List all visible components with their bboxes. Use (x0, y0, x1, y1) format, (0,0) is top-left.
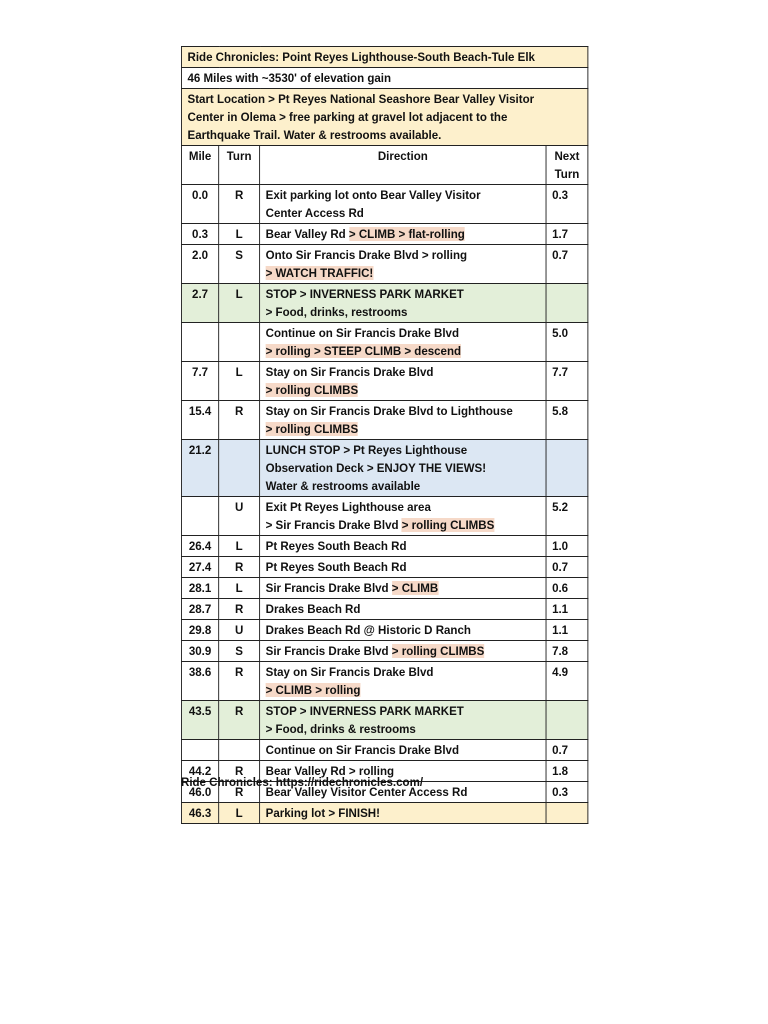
cue-mile: 28.7 (181, 599, 218, 620)
cue-next-turn (546, 284, 588, 323)
cue-turn: L (219, 803, 260, 824)
cue-direction (260, 224, 546, 245)
cue-row (181, 224, 587, 245)
cue-turn: L (219, 284, 260, 323)
cue-mile: 15.4 (181, 401, 218, 440)
cue-row (181, 578, 587, 599)
cue-row (181, 185, 587, 224)
cue-next-turn: 0.3 (546, 185, 588, 224)
cue-turn: R (219, 701, 260, 740)
column-header-next-line: Next (554, 149, 580, 163)
direction-text: Onto Sir Francis Drake Blvd > rolling (265, 248, 468, 262)
cue-row (181, 401, 587, 440)
cue-mile: 38.6 (181, 662, 218, 701)
start-line: Earthquake Trail. Water & restrooms available. (187, 128, 442, 142)
cue-row (181, 536, 587, 557)
cue-next-turn: 4.9 (546, 662, 588, 701)
direction-line (266, 342, 540, 360)
cue-next-turn: 0.6 (546, 578, 588, 599)
direction-line (266, 459, 540, 477)
start-line: Center in Olema > free parking at gravel lot adjacent to the (187, 110, 508, 124)
direction-text: Exit parking lot onto Bear Valley Visitor (265, 188, 481, 202)
title-row (181, 47, 587, 68)
direction-line (266, 516, 540, 534)
cue-turn: R (219, 782, 260, 803)
cue-mile: 2.0 (181, 245, 218, 284)
direction-line (266, 741, 540, 759)
cue-turn: L (219, 362, 260, 401)
summary-row (181, 68, 587, 89)
cue-row (181, 740, 587, 761)
direction-text: Water & restrooms available (265, 479, 421, 493)
cue-mile: 0.0 (181, 185, 218, 224)
direction-line (266, 804, 540, 822)
cue-row (181, 599, 587, 620)
direction-text: Stay on Sir Francis Drake Blvd to Lighthouse (265, 404, 513, 418)
direction-text: Bear Valley Rd (265, 227, 349, 241)
cue-next-turn (546, 440, 588, 497)
cue-next-turn: 5.2 (546, 497, 588, 536)
column-header-row (181, 146, 587, 185)
sheet-title: Ride Chronicles: Point Reyes Lighthouse-South Beach-Tule Elk (181, 47, 587, 68)
cue-turn: L (219, 578, 260, 599)
direction-line (266, 498, 540, 516)
direction-line (266, 621, 540, 639)
cue-row (181, 662, 587, 701)
direction-line (266, 402, 540, 420)
cue-next-turn: 5.8 (546, 401, 588, 440)
cue-next-turn: 7.7 (546, 362, 588, 401)
cue-direction (260, 185, 546, 224)
direction-line (266, 303, 540, 321)
direction-text: Continue on Sir Francis Drake Blvd (265, 743, 460, 757)
direction-line (266, 579, 540, 597)
direction-line (266, 363, 540, 381)
direction-line (266, 477, 540, 495)
cue-direction (260, 662, 546, 701)
cue-turn (219, 440, 260, 497)
cue-mile: 2.7 (181, 284, 218, 323)
cue-turn: U (219, 497, 260, 536)
column-header-turn: Turn (219, 146, 260, 185)
column-header-next-line: Turn (554, 167, 580, 181)
cue-turn: U (219, 620, 260, 641)
cue-mile (181, 323, 218, 362)
cue-mile: 7.7 (181, 362, 218, 401)
cue-direction (260, 578, 546, 599)
highlighted-note: > rolling > STEEP CLIMB > descend (265, 344, 462, 358)
cue-next-turn: 7.8 (546, 641, 588, 662)
cue-direction (260, 557, 546, 578)
cue-next-turn: 0.7 (546, 740, 588, 761)
direction-text: Bear Valley Visitor Center Access Rd (265, 785, 468, 799)
cue-turn: R (219, 761, 260, 782)
direction-line (266, 324, 540, 342)
start-location (181, 89, 587, 146)
cue-mile: 27.4 (181, 557, 218, 578)
cue-direction (260, 245, 546, 284)
direction-line (266, 702, 540, 720)
direction-text: Drakes Beach Rd @ Historic D Ranch (265, 623, 471, 637)
cue-next-turn: 1.0 (546, 536, 588, 557)
cue-turn (219, 740, 260, 761)
direction-line (266, 186, 540, 204)
cue-turn: R (219, 401, 260, 440)
ride-summary: 46 Miles with ~3530' of elevation gain (181, 68, 587, 89)
cue-row (181, 497, 587, 536)
cue-next-turn: 0.3 (546, 782, 588, 803)
cue-mile: 28.1 (181, 578, 218, 599)
cue-mile: 43.5 (181, 701, 218, 740)
cue-direction (260, 641, 546, 662)
cue-direction (260, 803, 546, 824)
direction-text: STOP > INVERNESS PARK MARKET (265, 704, 464, 718)
cue-direction (260, 323, 546, 362)
cue-row (181, 323, 587, 362)
direction-line (266, 420, 540, 438)
cue-direction (260, 284, 546, 323)
direction-text: LUNCH STOP > Pt Reyes Lighthouse (265, 443, 468, 457)
direction-line (266, 381, 540, 399)
highlighted-note: > rolling CLIMBS (391, 644, 485, 658)
highlighted-note: > CLIMB > flat-rolling (348, 227, 465, 241)
direction-line (266, 600, 540, 618)
column-header-direction: Direction (260, 146, 546, 185)
direction-text: > Food, drinks & restrooms (265, 722, 416, 736)
direction-line (266, 246, 540, 264)
direction-text: Sir Francis Drake Blvd (265, 644, 392, 658)
cue-next-turn: 1.7 (546, 224, 588, 245)
direction-text: > Sir Francis Drake Blvd (265, 518, 402, 532)
direction-text: Center Access Rd (265, 206, 364, 220)
direction-text: Continue on Sir Francis Drake Blvd (265, 326, 460, 340)
cue-next-turn (546, 803, 588, 824)
direction-line (266, 663, 540, 681)
direction-text: Parking lot > FINISH! (265, 806, 380, 820)
highlighted-note: > rolling CLIMBS (401, 518, 495, 532)
cue-next-turn: 0.7 (546, 245, 588, 284)
highlighted-note: > rolling CLIMBS (265, 422, 359, 436)
cue-mile: 46.3 (181, 803, 218, 824)
cue-row (181, 701, 587, 740)
cue-mile: 29.8 (181, 620, 218, 641)
cue-turn: R (219, 557, 260, 578)
cue-direction (260, 362, 546, 401)
cue-row (181, 440, 587, 497)
cue-mile: 0.3 (181, 224, 218, 245)
cue-turn: S (219, 245, 260, 284)
direction-line (266, 225, 540, 243)
cue-direction (260, 401, 546, 440)
direction-line (266, 681, 540, 699)
cue-row (181, 641, 587, 662)
direction-text: Pt Reyes South Beach Rd (265, 539, 407, 553)
cue-turn: R (219, 599, 260, 620)
column-header-next-turn (546, 146, 588, 185)
direction-line (266, 441, 540, 459)
cue-turn: L (219, 536, 260, 557)
cue-mile: 26.4 (181, 536, 218, 557)
direction-text: Stay on Sir Francis Drake Blvd (265, 365, 434, 379)
direction-text: Exit Pt Reyes Lighthouse area (265, 500, 431, 514)
direction-line (266, 264, 540, 282)
cue-next-turn (546, 701, 588, 740)
cue-row (181, 362, 587, 401)
direction-line (266, 204, 540, 222)
direction-text: Stay on Sir Francis Drake Blvd (265, 665, 434, 679)
cue-mile: 44.2 (181, 761, 218, 782)
direction-text: Sir Francis Drake Blvd (265, 581, 392, 595)
cue-direction (260, 701, 546, 740)
cue-direction (260, 536, 546, 557)
cue-next-turn: 5.0 (546, 323, 588, 362)
cue-next-turn: 1.8 (546, 761, 588, 782)
footer-source: Ride Chronicles: https://ridechronicles.com/ (181, 775, 424, 789)
direction-text: > Food, drinks, restrooms (265, 305, 408, 319)
direction-text: Pt Reyes South Beach Rd (265, 560, 407, 574)
cue-sheet (181, 46, 588, 824)
cue-mile (181, 740, 218, 761)
cue-turn: L (219, 224, 260, 245)
direction-line (266, 285, 540, 303)
cue-mile: 30.9 (181, 641, 218, 662)
cue-direction (260, 740, 546, 761)
cue-next-turn: 1.1 (546, 620, 588, 641)
cue-direction (260, 440, 546, 497)
column-header-mile: Mile (181, 146, 218, 185)
direction-text: Bear Valley Rd > rolling (265, 764, 395, 778)
highlighted-note: > CLIMB > rolling (265, 683, 361, 697)
cue-table (181, 46, 588, 824)
cue-turn (219, 323, 260, 362)
direction-text: Drakes Beach Rd (265, 602, 361, 616)
direction-line (266, 720, 540, 738)
cue-row (181, 284, 587, 323)
direction-text: Observation Deck > ENJOY THE VIEWS! (265, 461, 487, 475)
direction-text: STOP > INVERNESS PARK MARKET (265, 287, 464, 301)
cue-next-turn: 0.7 (546, 557, 588, 578)
start-location-row (181, 89, 587, 146)
highlighted-note: > CLIMB (391, 581, 439, 595)
cue-mile: 46.0 (181, 782, 218, 803)
cue-mile (181, 497, 218, 536)
highlighted-note: > WATCH TRAFFIC! (265, 266, 374, 280)
cue-row (181, 557, 587, 578)
cue-row (181, 245, 587, 284)
cue-direction (260, 599, 546, 620)
start-line: Start Location > Pt Reyes National Seashore Bear Valley Visitor (187, 92, 535, 106)
direction-line (266, 642, 540, 660)
cue-turn: S (219, 641, 260, 662)
cue-row (181, 803, 587, 824)
cue-turn: R (219, 662, 260, 701)
direction-line (266, 537, 540, 555)
highlighted-note: > rolling CLIMBS (265, 383, 359, 397)
direction-line (266, 558, 540, 576)
cue-next-turn: 1.1 (546, 599, 588, 620)
cue-row (181, 620, 587, 641)
cue-direction (260, 497, 546, 536)
cue-direction (260, 620, 546, 641)
cue-turn: R (219, 185, 260, 224)
cue-mile: 21.2 (181, 440, 218, 497)
